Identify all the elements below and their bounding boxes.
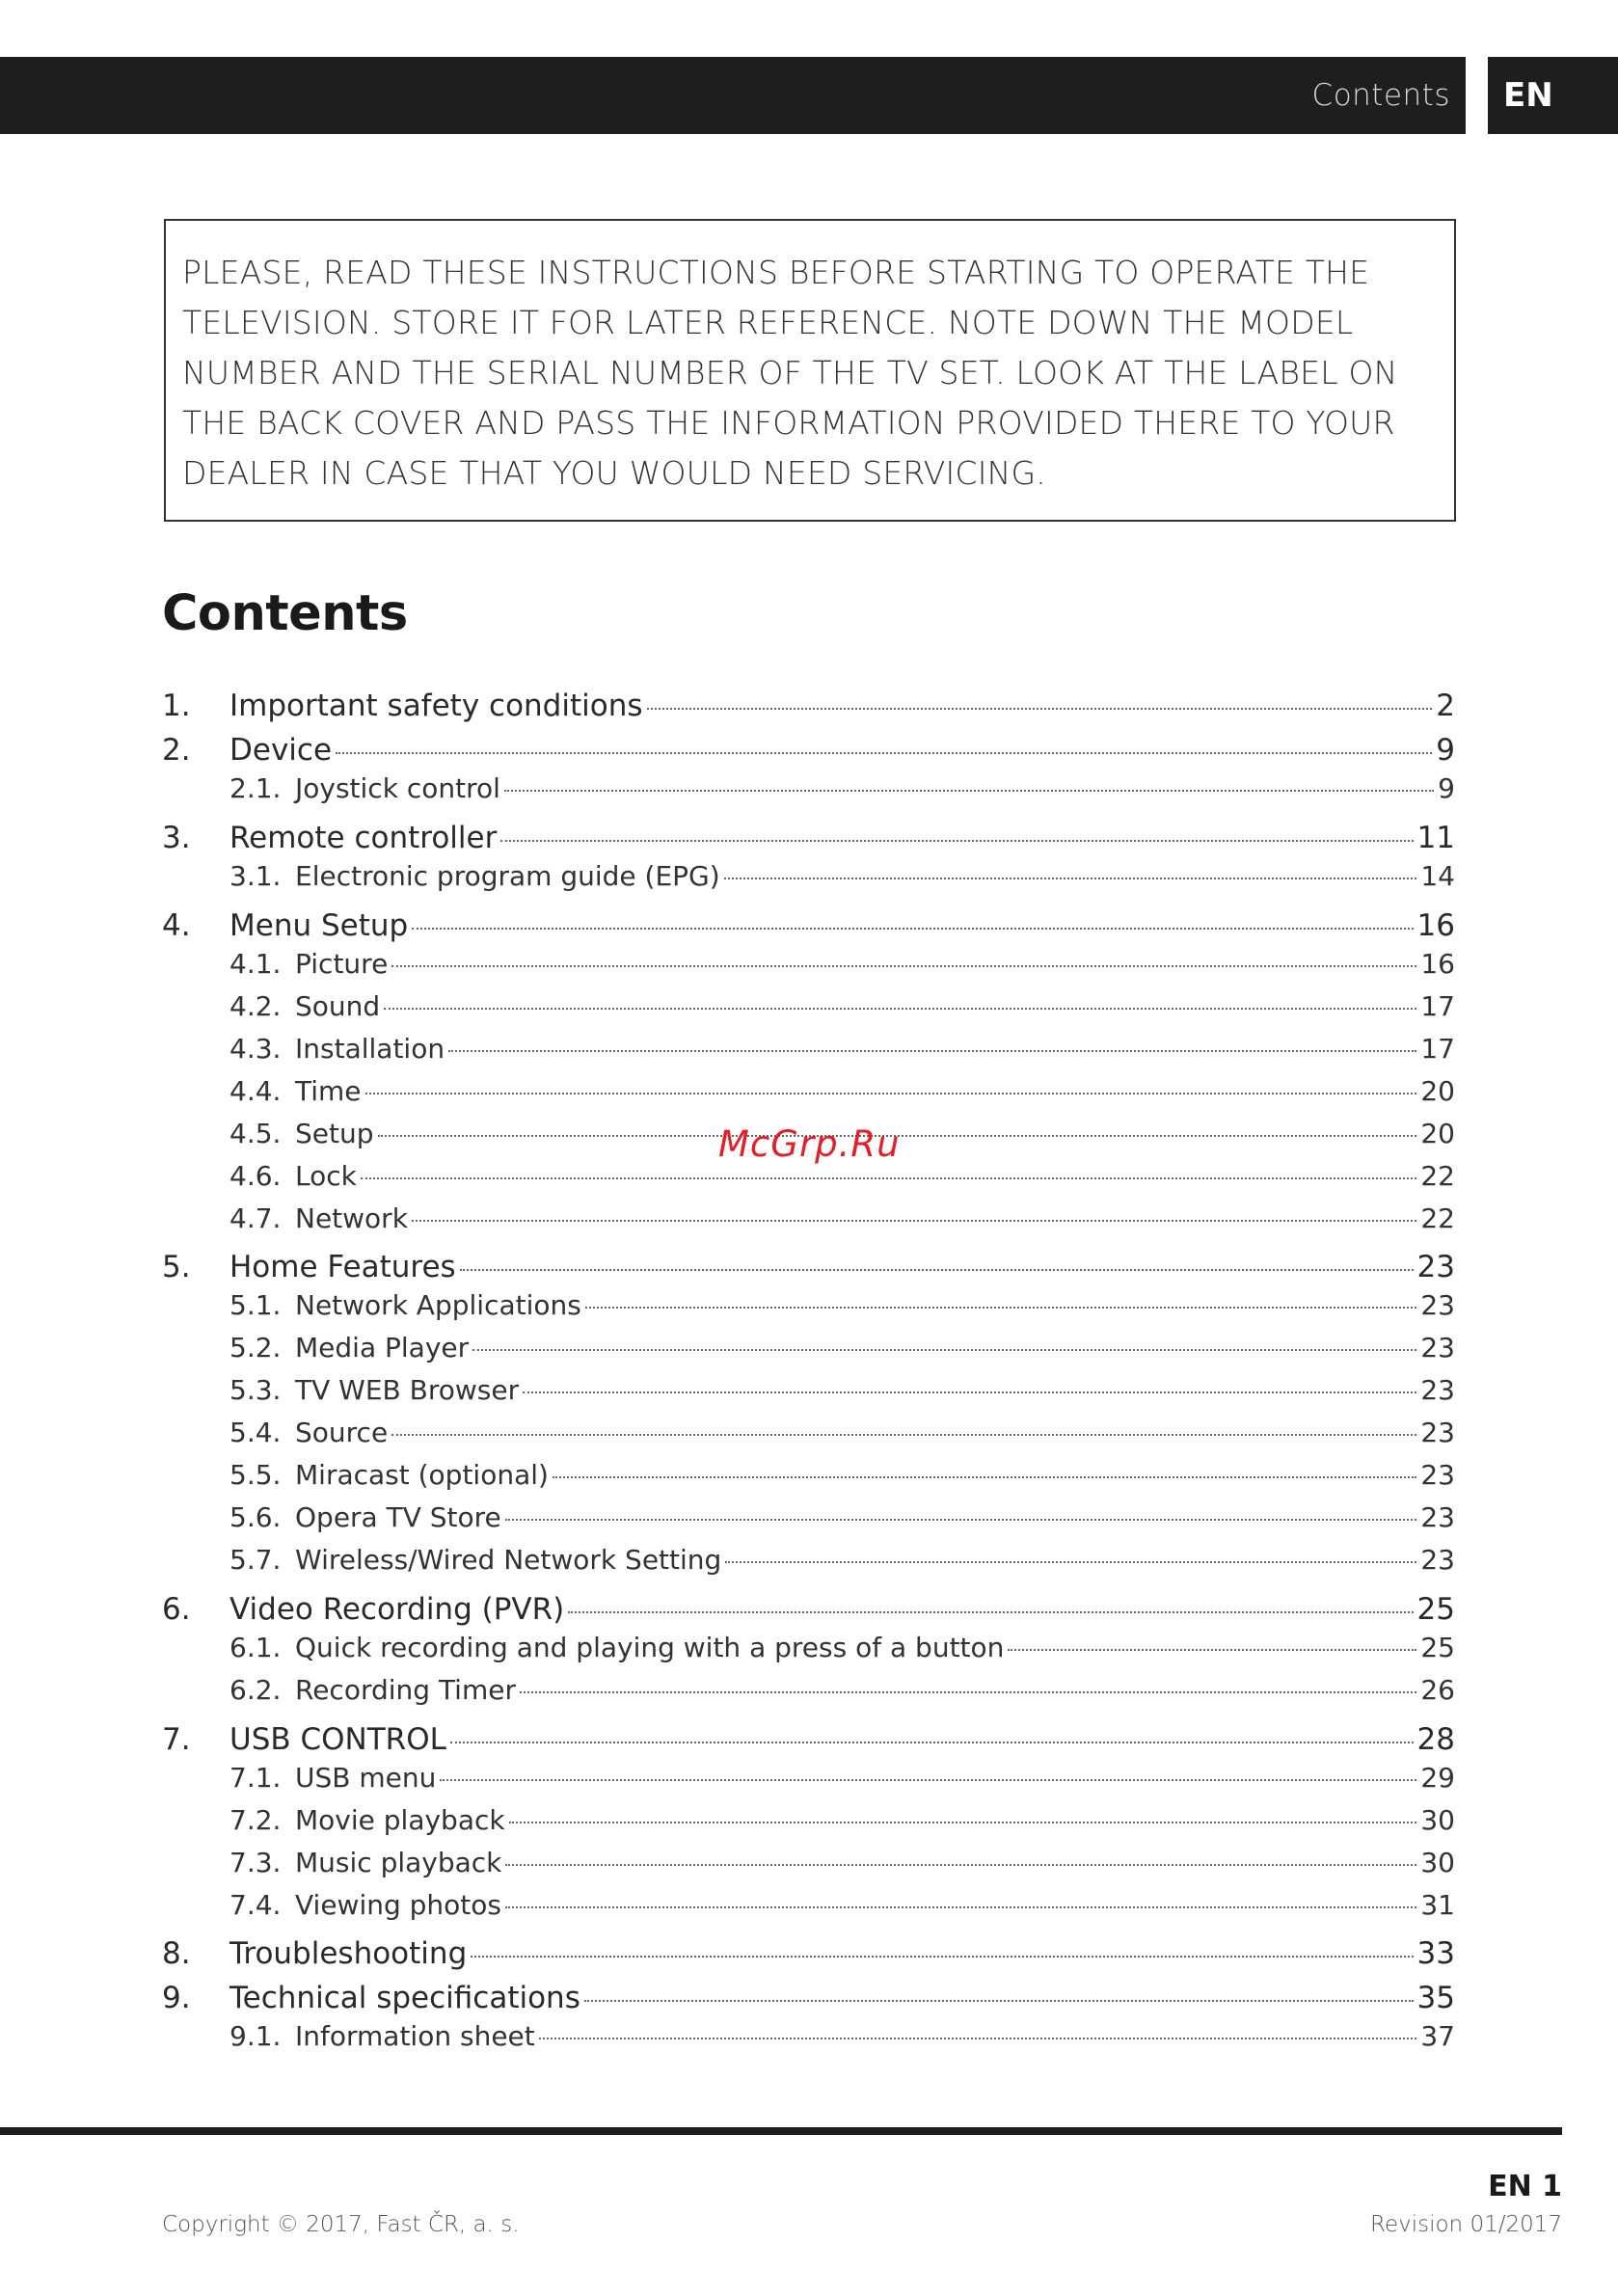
toc-dot-leader <box>391 965 1416 967</box>
toc-entry[interactable] <box>162 1417 1455 1448</box>
notice-line: TELEVISION. STORE IT FOR LATER REFERENCE. NOTE DOWN THE MODEL <box>182 304 1354 341</box>
toc-entry[interactable] <box>162 1847 1455 1878</box>
toc-entry-title: Picture <box>295 948 389 980</box>
toc-entry[interactable] <box>162 1762 1455 1794</box>
toc-dot-leader <box>725 1561 1416 1563</box>
toc-entry-page: 16 <box>1416 908 1455 943</box>
toc-entry-page: 16 <box>1420 948 1455 980</box>
toc-entry-page: 23 <box>1420 1289 1455 1321</box>
toc-dot-leader <box>539 2038 1417 2039</box>
toc-entry-number: 5. <box>162 1250 191 1284</box>
toc-entry-number: 6.1. <box>229 1632 282 1663</box>
toc-dot-leader <box>361 1177 1417 1179</box>
toc-entry-page: 17 <box>1420 990 1455 1022</box>
toc-entry[interactable] <box>162 1075 1455 1107</box>
toc-dot-leader <box>505 1864 1416 1866</box>
toc-entry-page: 11 <box>1416 821 1455 855</box>
toc-entry-number: 7.3. <box>229 1847 282 1878</box>
toc-dot-leader <box>365 1093 1417 1094</box>
toc-dot-leader <box>509 1822 1417 1823</box>
toc-entry-page: 31 <box>1420 1889 1455 1921</box>
toc-entry-page: 37 <box>1420 2020 1455 2052</box>
toc-entry-page: 17 <box>1420 1033 1455 1065</box>
toc-entry[interactable] <box>162 1250 1455 1284</box>
toc-entry-number: 7.4. <box>229 1889 282 1921</box>
notice-line: PLEASE, READ THESE INSTRUCTIONS BEFORE STARTING TO OPERATE THE <box>182 254 1370 291</box>
footer-rule <box>0 2127 1562 2135</box>
toc-dot-leader <box>412 1220 1416 1222</box>
toc-entry[interactable] <box>162 1033 1455 1065</box>
toc-entry[interactable] <box>162 1632 1455 1663</box>
toc-entry-title: Troubleshooting <box>229 1936 468 1971</box>
toc-entry-page: 23 <box>1416 1250 1455 1284</box>
footer-page-number: EN 1 <box>1488 2170 1562 2203</box>
toc-entry-number: 5.2. <box>229 1332 282 1364</box>
toc-dot-leader <box>412 928 1413 930</box>
toc-entry-page: 23 <box>1420 1544 1455 1576</box>
toc-entry-title: Movie playback <box>295 1804 505 1836</box>
toc-dot-leader <box>471 1956 1413 1958</box>
toc-entry[interactable] <box>162 1722 1455 1757</box>
toc-entry-number: 5.5. <box>229 1459 282 1491</box>
toc-entry-number: 4.7. <box>229 1202 282 1234</box>
toc-entry-title: Installation <box>295 1033 445 1065</box>
toc-entry-number: 4.2. <box>229 990 282 1022</box>
toc-entry-page: 23 <box>1420 1374 1455 1406</box>
toc-entry-number: 7.1. <box>229 1762 282 1794</box>
toc-dot-leader <box>585 1307 1417 1309</box>
toc-dot-leader <box>504 790 1434 792</box>
toc-entry-page: 28 <box>1416 1722 1455 1757</box>
toc-entry[interactable] <box>162 1889 1455 1921</box>
toc-entry-title: TV WEB Browser <box>295 1374 520 1406</box>
toc-entry-number: 4.6. <box>229 1160 282 1192</box>
toc-dot-leader <box>523 1391 1416 1393</box>
toc-entry-number: 2. <box>162 733 191 768</box>
toc-entry[interactable] <box>162 908 1455 943</box>
toc-dot-leader <box>448 1050 1416 1052</box>
toc-entry-page: 14 <box>1420 860 1455 892</box>
toc-entry-page: 23 <box>1420 1417 1455 1448</box>
toc-entry-title: Important safety conditions <box>229 689 643 723</box>
footer-revision: Revision 01/2017 <box>1370 2212 1562 2237</box>
toc-entry-page: 23 <box>1420 1332 1455 1364</box>
toc-entry-number: 6. <box>162 1592 191 1627</box>
toc-entry-number: 2.1. <box>229 772 282 804</box>
toc-entry-title: Video Recording (PVR) <box>229 1592 565 1627</box>
toc-entry-page: 26 <box>1420 1674 1455 1706</box>
toc-entry-page: 9 <box>1438 772 1455 804</box>
toc-entry[interactable] <box>162 733 1455 768</box>
toc-entry-number: 4.5. <box>229 1118 282 1149</box>
toc-entry-title: Menu Setup <box>229 908 409 943</box>
toc-entry-number: 3.1. <box>229 860 282 892</box>
toc-entry-number: 7. <box>162 1722 191 1757</box>
toc-entry[interactable] <box>162 1459 1455 1491</box>
toc-entry[interactable] <box>162 689 1455 723</box>
toc-entry-number: 3. <box>162 821 191 855</box>
toc-dot-leader <box>724 878 1417 879</box>
toc-entry-title: USB CONTROL <box>229 1722 446 1757</box>
toc-entry-number: 5.4. <box>229 1417 282 1448</box>
toc-dot-leader <box>520 1691 1416 1693</box>
toc-entry-page: 29 <box>1420 1762 1455 1794</box>
toc-dot-leader <box>568 1611 1413 1613</box>
toc-dot-leader <box>384 1008 1416 1010</box>
toc-entry[interactable] <box>162 2020 1455 2052</box>
toc-dot-leader <box>584 2000 1414 2002</box>
toc-entry[interactable] <box>162 1332 1455 1364</box>
toc-entry-title: Viewing photos <box>295 1889 501 1921</box>
toc-entry[interactable] <box>162 1374 1455 1406</box>
toc-entry[interactable] <box>162 1936 1455 1971</box>
toc-entry-page: 25 <box>1416 1592 1455 1627</box>
toc-entry-number: 4. <box>162 908 191 943</box>
toc-entry-title: Device <box>229 733 333 768</box>
toc-entry-number: 8. <box>162 1936 191 1971</box>
toc-entry-number: 4.4. <box>229 1075 282 1107</box>
toc-entry-title: Opera TV Store <box>295 1501 501 1533</box>
toc-entry-number: 1. <box>162 689 191 723</box>
toc-dot-leader <box>450 1742 1414 1743</box>
toc-entry-number: 9.1. <box>229 2020 282 2052</box>
toc-entry-number: 9. <box>162 1981 191 2015</box>
toc-entry-page: 30 <box>1420 1847 1455 1878</box>
toc-entry-number: 7.2. <box>229 1804 282 1836</box>
toc-entry-page: 20 <box>1420 1075 1455 1107</box>
toc-entry-page: 2 <box>1436 689 1455 723</box>
toc-entry[interactable] <box>162 1592 1455 1627</box>
toc-entry-number: 5.7. <box>229 1544 282 1576</box>
toc-entry-title: Network Applications <box>295 1289 581 1321</box>
toc-dot-leader <box>553 1476 1416 1478</box>
toc-entry-title: USB menu <box>295 1762 437 1794</box>
toc-entry-page: 35 <box>1416 1981 1455 2015</box>
toc-entry[interactable] <box>162 1981 1455 2015</box>
watermark: McGrp.Ru <box>718 1123 901 1165</box>
toc-entry-title: Technical specifications <box>229 1981 580 2015</box>
toc-dot-leader <box>647 708 1433 710</box>
toc-dot-leader <box>500 840 1413 842</box>
toc-entry[interactable] <box>162 948 1455 980</box>
notice-line: NUMBER AND THE SERIAL NUMBER OF THE TV SET. LOOK AT THE LABEL ON <box>182 354 1398 392</box>
toc-entry-number: 4.3. <box>229 1033 282 1065</box>
toc-dot-leader <box>391 1434 1416 1436</box>
toc-entry-number: 5.3. <box>229 1374 282 1406</box>
toc-entry-title: Electronic program guide (EPG) <box>295 860 720 892</box>
toc-entry-page: 23 <box>1420 1459 1455 1491</box>
toc-entry-title: Sound <box>295 990 381 1022</box>
toc-entry-title: Setup <box>295 1118 374 1149</box>
toc-entry[interactable] <box>162 990 1455 1022</box>
toc-entry-title: Information sheet <box>295 2020 535 2052</box>
toc-entry-page: 22 <box>1420 1202 1455 1234</box>
toc-entry-title: Quick recording and playing with a press of a button <box>295 1632 1005 1663</box>
footer-copyright: Copyright © 2017, Fast ČR, a. s. <box>162 2212 520 2237</box>
toc-entry[interactable] <box>162 1674 1455 1706</box>
toc-entry[interactable] <box>162 1289 1455 1321</box>
toc-entry-page: 33 <box>1416 1936 1455 1971</box>
language-tab: EN <box>1488 57 1618 134</box>
toc-entry-title: Joystick control <box>295 772 500 804</box>
toc-entry-number: 5.6. <box>229 1501 282 1533</box>
toc-entry[interactable] <box>162 1202 1455 1234</box>
toc-entry[interactable] <box>162 772 1455 804</box>
toc-entry[interactable] <box>162 1501 1455 1533</box>
toc-heading: Contents <box>162 585 408 642</box>
toc-entry-title: Source <box>295 1417 389 1448</box>
toc-dot-leader <box>505 1519 1417 1521</box>
toc-entry[interactable] <box>162 1804 1455 1836</box>
toc-entry[interactable] <box>162 821 1455 855</box>
toc-entry-title: Miracast (optional) <box>295 1459 549 1491</box>
toc-entry-title: Home Features <box>229 1250 456 1284</box>
notice-line: THE BACK COVER AND PASS THE INFORMATION PROVIDED THERE TO YOUR <box>182 404 1395 442</box>
header-section-title: Contents <box>1311 78 1450 113</box>
toc-dot-leader <box>505 1906 1416 1908</box>
toc-dot-leader <box>336 752 1432 754</box>
notice-line: DEALER IN CASE THAT YOU WOULD NEED SERVICING. <box>182 454 1046 492</box>
toc-entry-title: Media Player <box>295 1332 470 1364</box>
toc-entry-page: 25 <box>1420 1632 1455 1663</box>
toc-entry[interactable] <box>162 1544 1455 1576</box>
toc-entry-title: Wireless/Wired Network Setting <box>295 1544 722 1576</box>
toc-entry-page: 30 <box>1420 1804 1455 1836</box>
toc-entry[interactable] <box>162 860 1455 892</box>
toc-dot-leader <box>440 1779 1416 1781</box>
toc-entry-title: Lock <box>295 1160 357 1192</box>
toc-entry-page: 9 <box>1436 733 1455 768</box>
toc-entry-page: 23 <box>1420 1501 1455 1533</box>
toc-entry-page: 20 <box>1420 1118 1455 1149</box>
toc-entry-number: 5.1. <box>229 1289 282 1321</box>
toc-dot-leader <box>472 1349 1416 1351</box>
toc-entry-title: Time <box>295 1075 362 1107</box>
toc-entry-title: Network <box>295 1202 408 1234</box>
toc-entry-number: 4.1. <box>229 948 282 980</box>
toc-entry-title: Recording Timer <box>295 1674 516 1706</box>
toc-entry-page: 22 <box>1420 1160 1455 1192</box>
toc-entry-title: Music playback <box>295 1847 502 1878</box>
toc-entry-title: Remote controller <box>229 821 498 855</box>
toc-entry-number: 6.2. <box>229 1674 282 1706</box>
toc-dot-leader <box>1008 1649 1416 1651</box>
toc-dot-leader <box>460 1269 1414 1271</box>
